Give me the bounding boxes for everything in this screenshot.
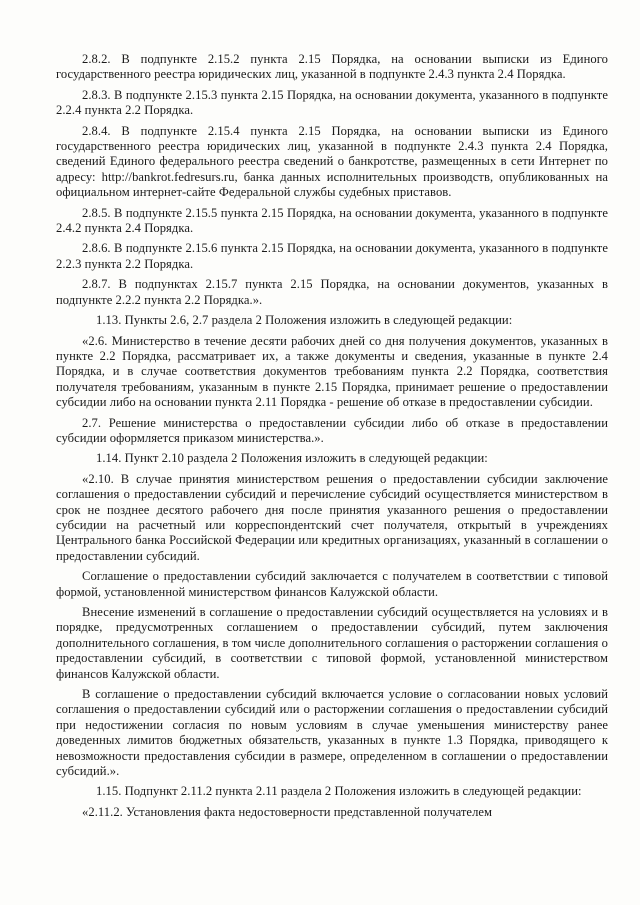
paragraph-1-14: 1.14. Пункт 2.10 раздела 2 Положения изложить в следующей редакции: [96,451,488,466]
paragraph-2-8-4: 2.8.4. В подпункте 2.15.4 пункта 2.15 Порядка, на основании выписки из Единого государственного реестра юридических лиц, указанной в подпункте 2.4.3 пункта 2.4 Порядка, сведений Единого федерального реестра сведений о банкротстве, размещенных в сети Интернет по адресу: http://bankrot.fedresurs.ru, банка данных исполнительных производств, опубликованных на официальном интернет-сайте Федеральной службы судебных приставов. [56,123,608,200]
paragraph-2-10: «2.10. В случае принятия министерством решения о предоставлении субсидии заключение соглашения о предоставлении субсидий и перечисление субсидий осуществляется министерством в срок не позднее десятого рабочего дня после принятия указанного решения о предоставлении субсидии на расчетный или корреспондентский счет получателя, открытый в учреждениях Центрального банка Российской Федерации или кредитных организациях, указанный в соглашении о предоставлении субсидий. [56,471,608,563]
paragraph-2-7: 2.7. Решение министерства о предоставлении субсидии либо об отказе в предоставлении субсидии оформляется приказом министерства.». [56,415,608,445]
paragraph-agreement-conditions: В соглашение о предоставлении субсидий включается условие о согласовании новых условий соглашения о предоставлении субсидий или о расторжении соглашения о предоставлении субсидий при недостижении согласия по новым условиям в случае уменьшения министерству ранее доведенных лимитов бюджетных обязательств, указанных в пункте 1.3 Порядка, приводящего к невозможности предоставления субсидии в размере, определенном в соглашении о предоставлении субсидий.». [56,687,608,779]
paragraph-1-15: 1.15. Подпункт 2.11.2 пункта 2.11 раздела 2 Положения изложить в следующей редакции: [96,784,582,799]
paragraph-2-6: «2.6. Министерство в течение десяти рабочих дней со дня получения документов, указанных в пункте 2.2 Порядка, рассматривает их, а также документы и сведения, указанные в пункте 2.4 Порядка, и в случае соответствия документов требованиям пункта 2.2 Порядка, соответствия получателя требованиям, указанным в пункте 2.15 Порядка, принимает решение о предоставлении субсидии либо на основании пункта 2.11 Порядка - решение об отказе в предоставлении субсидии. [56,333,608,410]
paragraph-2-8-7: 2.8.7. В подпунктах 2.15.7 пункта 2.15 Порядка, на основании документов, указанных в подпункте 2.2.2 пункта 2.2 Порядка.». [56,277,608,307]
paragraph-2-8-6: 2.8.6. В подпункте 2.15.6 пункта 2.15 Порядка, на основании документа, указанного в подпункте 2.2.3 пункта 2.2 Порядка. [56,241,608,271]
paragraph-2-8-5: 2.8.5. В подпункте 2.15.5 пункта 2.15 Порядка, на основании документа, указанного в подпункте 2.4.2 пункта 2.4 Порядка. [56,205,608,236]
paragraph-2-8-3: 2.8.3. В подпункте 2.15.3 пункта 2.15 Порядка, на основании документа, указанного в подпункте 2.2.4 пункта 2.2 Порядка. [56,87,608,118]
paragraph-2-8-2: 2.8.2. В подпункте 2.15.2 пункта 2.15 Порядка, на основании выписки из Единого государственного реестра юридических лиц, указанной в подпункте 2.4.3 пункта 2.4 Порядка. [56,52,608,82]
paragraph-agreement-form: Соглашение о предоставлении субсидий заключается с получателем в соответствии с типовой формой, установленной министерством финансов Калужской области. [56,569,608,599]
paragraph-2-11-2: «2.11.2. Установления факта недостоверности представленной получателем [82,804,493,819]
paragraph-1-13: 1.13. Пункты 2.6, 2.7 раздела 2 Положения изложить в следующей редакции: [96,313,513,328]
paragraph-agreement-changes: Внесение изменений в соглашение о предоставлении субсидий осуществляется на условиях и в порядке, предусмотренных соглашением о предоставлении субсидий, путем заключения дополнительного соглашения, в том числе дополнительного соглашения о расторжении соглашения о предоставлении субсидий, в соответствии с типовой формой, установленной министерством финансов Калужской области. [56,605,608,681]
